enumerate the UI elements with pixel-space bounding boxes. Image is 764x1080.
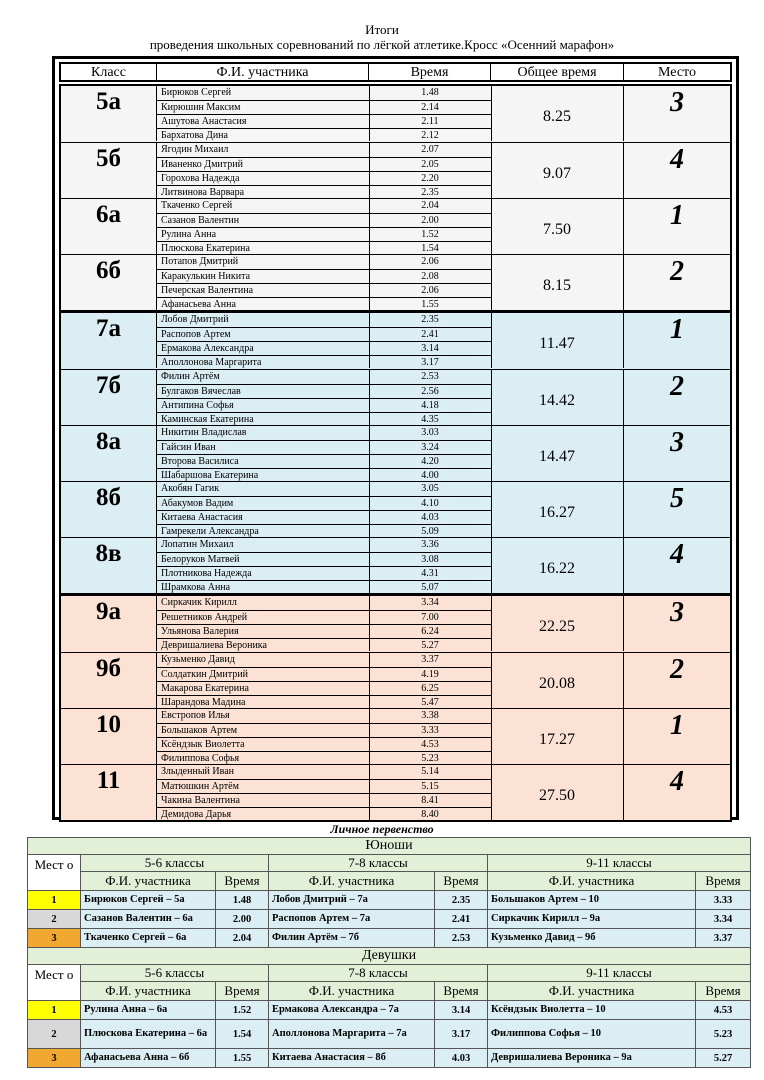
personal-title: Личное первенство	[330, 822, 434, 836]
winner-time: 1.52	[216, 1001, 269, 1020]
winner-time: 2.41	[435, 910, 488, 929]
participant-time: 2.05	[369, 157, 491, 171]
participant-time: 4.31	[369, 566, 491, 580]
participant-name: Ашутова Анастасия	[157, 114, 369, 128]
participant-time: 1.54	[369, 241, 491, 255]
winner-name: Ермакова Александра – 7а	[269, 1001, 435, 1020]
participant-time: 4.00	[369, 468, 491, 482]
participant-time: 8.41	[369, 793, 491, 807]
participant-times	[369, 765, 492, 820]
participant-time: 1.55	[369, 297, 491, 311]
participant-name: Рулина Анна	[157, 227, 369, 241]
name-header: Ф.И. участника	[269, 982, 435, 1001]
winner-time: 2.00	[216, 910, 269, 929]
class-place: 1	[670, 200, 684, 231]
class-group	[61, 652, 730, 708]
total-time: 17.27	[491, 709, 624, 764]
group-header: 9-11 классы	[488, 855, 751, 872]
participant-names	[157, 765, 370, 820]
participant-time: 4.10	[369, 496, 491, 510]
name-header: Ф.И. участника	[269, 872, 435, 891]
participant-time: 2.11	[369, 114, 491, 128]
participant-time: 3.08	[369, 552, 491, 566]
winner-name: Большаков Артем – 10	[488, 891, 696, 910]
time-header: Время	[696, 982, 751, 1001]
participant-times	[369, 709, 492, 764]
class-group	[61, 764, 730, 820]
class-place: 3	[670, 427, 684, 458]
participant-name: Чакина Валентина	[157, 793, 369, 807]
column-header-row	[28, 982, 751, 1001]
participant-time: 3.05	[421, 483, 439, 494]
total-time: 14.42	[491, 370, 624, 425]
participant-name: Филин Артём	[161, 371, 220, 382]
winner-time: 1.55	[216, 1049, 269, 1068]
winner-name: Сазанов Валентин – 6а	[81, 910, 216, 929]
header-name: Ф.И. участника	[157, 64, 369, 80]
participant-names	[157, 596, 370, 651]
class-group	[61, 708, 730, 764]
class-group	[61, 313, 730, 368]
group-header: 9-11 классы	[488, 965, 751, 982]
total-time: 7.50	[491, 199, 624, 254]
participant-name: Каракулькин Никита	[157, 269, 369, 283]
class-group	[61, 198, 730, 254]
class-place: 3	[670, 87, 684, 118]
class-place: 4	[670, 144, 684, 175]
participant-time: 4.53	[369, 737, 491, 751]
participant-name: Решетников Андрей	[157, 610, 369, 624]
winner-time: 5.27	[696, 1049, 751, 1068]
class-group	[61, 425, 730, 481]
participant-names	[157, 255, 370, 310]
participant-times	[369, 426, 492, 481]
time-header: Время	[216, 872, 269, 891]
participant-time: 8.40	[369, 807, 491, 821]
participant-name: Второва Василиса	[157, 454, 369, 468]
total-time: 27.50	[491, 765, 624, 820]
participant-time: 7.00	[369, 610, 491, 624]
total-time: 14.47	[491, 426, 624, 481]
winner-time: 3.37	[696, 929, 751, 948]
participant-name: Аполлонова Маргарита	[157, 355, 369, 369]
class-label: 7а	[61, 313, 157, 368]
name-header: Ф.И. участника	[488, 982, 696, 1001]
class-group	[61, 481, 730, 537]
participant-name: Бирюков Сергей	[161, 87, 232, 98]
section-header	[28, 838, 751, 855]
group-header: 7-8 классы	[269, 965, 488, 982]
participant-name: Шарандова Мадина	[157, 695, 369, 709]
winner-time: 5.23	[696, 1020, 751, 1049]
header-time: Время	[369, 64, 491, 80]
column-header-row	[28, 872, 751, 891]
participant-name: Шабаршова Екатерина	[157, 468, 369, 482]
participant-names	[157, 313, 370, 368]
winner-time: 1.48	[216, 891, 269, 910]
participant-names	[157, 143, 370, 198]
participant-times	[369, 255, 492, 310]
placement-row	[28, 1001, 751, 1020]
participant-time: 2.08	[369, 269, 491, 283]
winner-name: Аполлонова Маргарита – 7а	[269, 1020, 435, 1049]
winner-name: Кузьменко Давид – 9б	[488, 929, 696, 948]
winner-time: 3.17	[435, 1020, 488, 1049]
participant-name: Плотникова Надежда	[157, 566, 369, 580]
participant-time: 4.18	[369, 398, 491, 412]
winner-name: Рулина Анна – 6а	[81, 1001, 216, 1020]
participant-name: Ульянова Валерия	[157, 624, 369, 638]
participant-name: Афанасьева Анна	[157, 297, 369, 311]
participant-times	[369, 199, 492, 254]
personal-table	[27, 837, 751, 1068]
participant-time: 3.36	[421, 539, 439, 550]
participant-name: Евстропов Илья	[161, 710, 230, 721]
participant-time: 1.48	[421, 87, 439, 98]
participant-times	[369, 596, 492, 651]
placement-row	[28, 1049, 751, 1068]
winner-time: 4.53	[696, 1001, 751, 1020]
place-number: 3	[28, 929, 81, 948]
participant-names	[157, 370, 370, 425]
participant-time: 1.52	[369, 227, 491, 241]
placement-row	[28, 929, 751, 948]
participant-names	[157, 653, 370, 708]
time-header: Время	[435, 982, 488, 1001]
winner-name: Ксёндзык Виолетта – 10	[488, 1001, 696, 1020]
winner-name: Девришалиева Вероника – 9а	[488, 1049, 696, 1068]
participant-name: Акобян Гагик	[161, 483, 220, 494]
participant-times	[369, 313, 492, 368]
class-label: 6а	[61, 199, 157, 254]
participant-time: 5.07	[369, 580, 491, 594]
participant-time: 3.37	[421, 654, 439, 665]
participant-name: Ткаченко Сергей	[161, 200, 233, 211]
class-group	[61, 86, 730, 141]
place-number: 3	[28, 1049, 81, 1068]
winner-name: Бирюков Сергей – 5а	[81, 891, 216, 910]
participant-name: Распопов Артем	[157, 327, 369, 341]
place-number: 2	[28, 910, 81, 929]
winner-time: 2.35	[435, 891, 488, 910]
participant-time: 2.56	[369, 384, 491, 398]
participant-time: 2.41	[369, 327, 491, 341]
band-1	[59, 84, 732, 312]
participant-time: 2.00	[369, 213, 491, 227]
participant-time: 5.15	[369, 779, 491, 793]
participant-name: Ермакова Александра	[157, 341, 369, 355]
class-place: 5	[670, 483, 684, 514]
class-place: 3	[670, 597, 684, 628]
class-group	[61, 254, 730, 310]
winner-time: 2.53	[435, 929, 488, 948]
participant-name: Гайсин Иван	[157, 440, 369, 454]
placement-row	[28, 1020, 751, 1049]
participant-time: 2.35	[421, 314, 439, 325]
participant-time: 6.25	[369, 681, 491, 695]
time-header: Время	[696, 872, 751, 891]
participant-names	[157, 199, 370, 254]
participant-time: 2.04	[421, 200, 439, 211]
winner-name: Афанасьева Анна – 6б	[81, 1049, 216, 1068]
participant-time: 5.09	[369, 524, 491, 538]
participant-times	[369, 653, 492, 708]
class-group	[61, 142, 730, 198]
participant-time: 3.34	[421, 597, 439, 608]
participant-time: 5.23	[369, 751, 491, 765]
participant-name: Никитин Владислав	[161, 427, 247, 438]
winner-name: Китаева Анастасия – 8б	[269, 1049, 435, 1068]
class-place: 1	[670, 710, 684, 741]
place-number: 1	[28, 891, 81, 910]
participant-times	[369, 482, 492, 537]
class-label: 9б	[61, 653, 157, 708]
participant-times	[369, 538, 492, 593]
total-time: 11.47	[491, 313, 624, 368]
place-header: Мест о	[28, 855, 81, 891]
class-label: 8в	[61, 538, 157, 593]
participant-name: Злыденный Иван	[161, 766, 234, 777]
participant-name: Сиркачик Кирилл	[161, 597, 237, 608]
doc-title: Итоги	[365, 22, 399, 37]
section-header	[28, 948, 751, 965]
class-place: 4	[670, 766, 684, 797]
participant-name: Матюшкин Артём	[157, 779, 369, 793]
participant-time: 3.38	[421, 710, 439, 721]
participant-times	[369, 370, 492, 425]
results-table	[52, 56, 739, 820]
participant-name: Горохова Надежда	[157, 171, 369, 185]
winner-time: 4.03	[435, 1049, 488, 1068]
time-header: Время	[216, 982, 269, 1001]
class-label: 9а	[61, 596, 157, 651]
winner-name: Филин Артём – 7б	[269, 929, 435, 948]
participant-time: 2.20	[369, 171, 491, 185]
participant-time: 3.33	[369, 723, 491, 737]
class-place: 1	[670, 314, 684, 345]
winner-time: 3.33	[696, 891, 751, 910]
participant-times	[369, 86, 492, 141]
participant-name: Бархатова Дина	[157, 128, 369, 142]
participant-names	[157, 86, 370, 141]
participant-name: Каминская Екатерина	[157, 412, 369, 426]
participant-time: 4.19	[369, 667, 491, 681]
participant-times	[369, 143, 492, 198]
participant-name: Кузьменко Давид	[161, 654, 235, 665]
participant-names	[157, 538, 370, 593]
group-header: 7-8 классы	[269, 855, 488, 872]
winner-time: 2.04	[216, 929, 269, 948]
participant-name: Большаков Артем	[157, 723, 369, 737]
participant-time: 2.12	[369, 128, 491, 142]
band-3	[59, 594, 732, 822]
participant-time: 3.03	[421, 427, 439, 438]
participant-time: 3.14	[369, 341, 491, 355]
header-total: Общее время	[491, 64, 624, 80]
participant-name: Потапов Дмитрий	[161, 256, 239, 267]
place-number: 2	[28, 1020, 81, 1049]
participant-time: 4.03	[369, 510, 491, 524]
participant-name: Филиппова Софья	[157, 751, 369, 765]
participant-time: 4.35	[369, 412, 491, 426]
participant-name: Сазанов Валентин	[157, 213, 369, 227]
total-time: 8.15	[491, 255, 624, 310]
participant-time: 3.17	[369, 355, 491, 369]
participant-time: 5.47	[369, 695, 491, 709]
participant-name: Белоруков Матвей	[157, 552, 369, 566]
participant-time: 2.14	[369, 100, 491, 114]
header-class: Класс	[61, 64, 157, 80]
class-label: 11	[61, 765, 157, 820]
name-header: Ф.И. участника	[81, 982, 216, 1001]
participant-name: Лопатин Михаил	[161, 539, 234, 550]
results-header	[59, 62, 732, 82]
participant-name: Гамрекели Александра	[157, 524, 369, 538]
participant-time: 5.27	[369, 638, 491, 652]
total-time: 16.27	[491, 482, 624, 537]
total-time: 8.25	[491, 86, 624, 141]
placement-row	[28, 891, 751, 910]
participant-name: Демидова Дарья	[157, 807, 369, 821]
winner-name: Ткаченко Сергей – 6а	[81, 929, 216, 948]
participant-time: 4.20	[369, 454, 491, 468]
participant-time: 6.24	[369, 624, 491, 638]
class-place: 2	[670, 654, 684, 685]
class-label: 5б	[61, 143, 157, 198]
participant-name: Китаева Анастасия	[157, 510, 369, 524]
class-group	[61, 369, 730, 425]
participant-name: Печерская Валентина	[157, 283, 369, 297]
participant-name: Булгаков Вячеслав	[157, 384, 369, 398]
name-header: Ф.И. участника	[81, 872, 216, 891]
participant-name: Шрамкова Анна	[157, 580, 369, 594]
group-header: 5-6 классы	[81, 965, 269, 982]
participant-name: Иваненко Дмитрий	[157, 157, 369, 171]
group-header-row	[28, 965, 751, 982]
class-place: 2	[670, 256, 684, 287]
section-label: Юноши	[28, 838, 751, 855]
participant-name: Солдаткин Дмитрий	[157, 667, 369, 681]
placement-row	[28, 910, 751, 929]
participant-name: Макарова Екатерина	[157, 681, 369, 695]
class-label: 7б	[61, 370, 157, 425]
winner-time: 3.14	[435, 1001, 488, 1020]
participant-name: Девришалиева Вероника	[157, 638, 369, 652]
winner-name: Филиппова Софья – 10	[488, 1020, 696, 1049]
winner-name: Распопов Артем – 7а	[269, 910, 435, 929]
header-place: Место	[658, 65, 696, 80]
participant-name: Ксёндзык Виолетта	[157, 737, 369, 751]
participant-names	[157, 709, 370, 764]
participant-name: Лобов Дмитрий	[161, 314, 229, 325]
participant-name: Кирюшин Максим	[157, 100, 369, 114]
class-place: 2	[670, 371, 684, 402]
participant-time: 5.14	[421, 766, 439, 777]
name-header: Ф.И. участника	[488, 872, 696, 891]
group-header-row	[28, 855, 751, 872]
total-time: 16.22	[491, 538, 624, 593]
time-header: Время	[435, 872, 488, 891]
class-label: 10	[61, 709, 157, 764]
participant-time: 3.24	[369, 440, 491, 454]
participant-name: Ягодин Михаил	[161, 144, 229, 155]
total-time: 20.08	[491, 653, 624, 708]
participant-time: 2.53	[421, 371, 439, 382]
place-header: Мест о	[28, 965, 81, 1001]
band-2	[59, 311, 732, 595]
doc-subtitle: проведения школьных соревнований по лёгкой атлетике.Кросс «Осенний марафон»	[149, 37, 615, 52]
class-label: 8б	[61, 482, 157, 537]
class-group	[61, 537, 730, 593]
participant-time: 2.06	[369, 283, 491, 297]
class-group	[61, 596, 730, 651]
place-number: 1	[28, 1001, 81, 1020]
total-time: 9.07	[491, 143, 624, 198]
class-label: 6б	[61, 255, 157, 310]
participant-name: Абакумов Вадим	[157, 496, 369, 510]
participant-name: Плюскова Екатерина	[157, 241, 369, 255]
class-label: 5а	[61, 86, 157, 141]
winner-name: Плюскова Екатерина – 6а	[81, 1020, 216, 1049]
participant-time: 2.35	[369, 185, 491, 199]
participant-time: 2.07	[421, 144, 439, 155]
total-time: 22.25	[491, 596, 624, 651]
participant-names	[157, 426, 370, 481]
winner-name: Лобов Дмитрий – 7а	[269, 891, 435, 910]
winner-name: Сиркачик Кирилл – 9а	[488, 910, 696, 929]
participant-names	[157, 482, 370, 537]
participant-name: Литвинова Варвара	[157, 185, 369, 199]
class-place: 4	[670, 539, 684, 570]
class-label: 8а	[61, 426, 157, 481]
winner-time: 1.54	[216, 1020, 269, 1049]
participant-time: 2.06	[421, 256, 439, 267]
participant-name: Антипина Софья	[157, 398, 369, 412]
winner-time: 3.34	[696, 910, 751, 929]
group-header: 5-6 классы	[81, 855, 269, 872]
section-label: Девушки	[28, 948, 751, 965]
